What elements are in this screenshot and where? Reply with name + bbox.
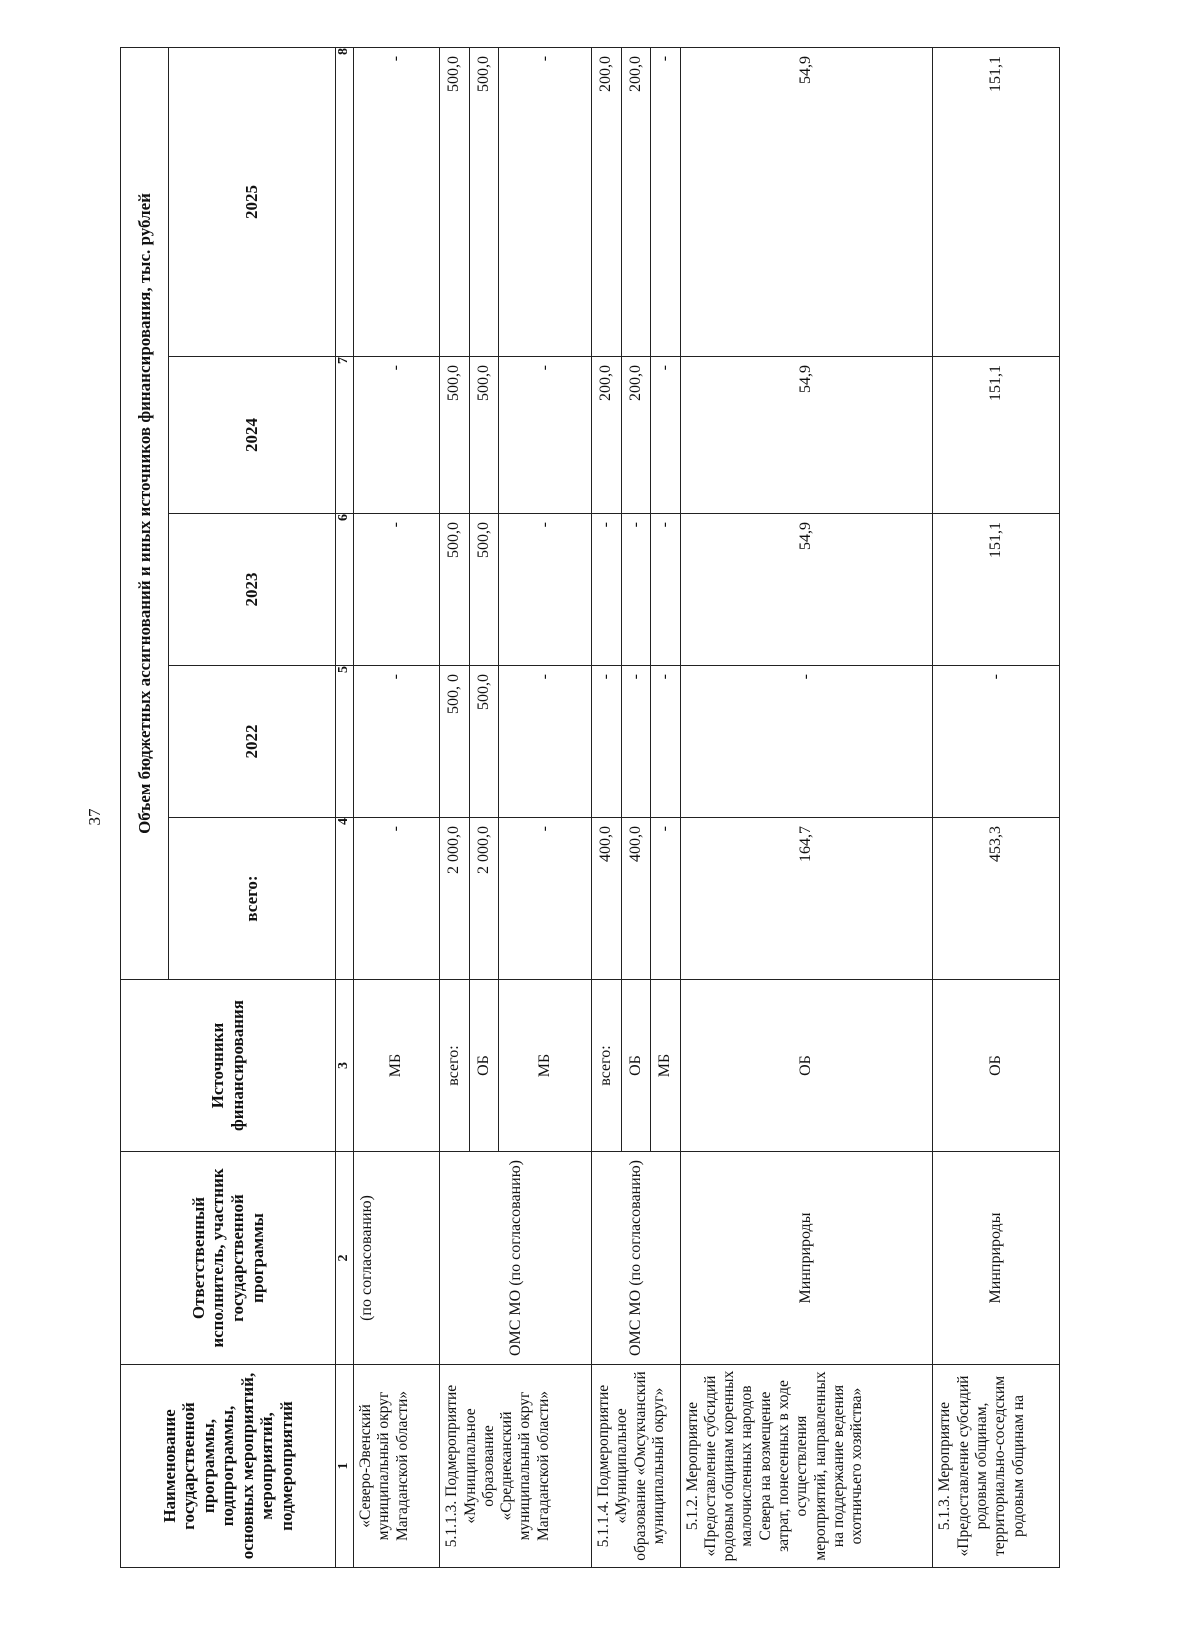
value-2025: 500,0	[440, 47, 470, 356]
row-executor: Минприроды	[933, 1152, 1060, 1365]
value-2024: 500,0	[469, 357, 499, 514]
value-2023: 151,1	[933, 514, 1060, 666]
value-2023: 500,0	[440, 514, 470, 666]
row-source: ОБ	[680, 980, 933, 1152]
value-2022: -	[592, 666, 622, 818]
value-total: -	[651, 818, 681, 980]
value-total: 400,0	[592, 818, 622, 980]
row-executor: (по согласованию)	[353, 1152, 439, 1365]
table-row	[353, 47, 439, 1567]
value-2025: -	[499, 47, 592, 356]
value-2025: 500,0	[469, 47, 499, 356]
value-2022: 500,0	[469, 666, 499, 818]
table-row	[933, 47, 1060, 1567]
header-total: всего:	[169, 818, 335, 980]
row-name: 5.1.1.3. Подмероприятие «Муниципальное образование «Среднеканский муниципальный округ Магаданской области»	[440, 1365, 592, 1568]
value-2025: -	[651, 47, 681, 356]
header-executor: Ответственный исполнитель, участник государственной программы	[121, 1152, 336, 1365]
table-row	[680, 47, 933, 1567]
value-2023: 500,0	[469, 514, 499, 666]
table-row	[440, 47, 470, 1567]
value-2023: -	[592, 514, 622, 666]
page-number: 37	[85, 808, 104, 826]
value-2024: 54,9	[680, 357, 933, 514]
value-2022: -	[680, 666, 933, 818]
row-source: всего:	[592, 980, 622, 1152]
value-2024: -	[353, 357, 439, 514]
index-cell: 1	[335, 1365, 353, 1568]
row-executor: Минприроды	[680, 1152, 933, 1365]
value-total: 164,7	[680, 818, 933, 980]
value-2023: 54,9	[680, 514, 933, 666]
value-2022: -	[651, 666, 681, 818]
header-year-2023: 2023	[169, 514, 335, 666]
value-total: 2 000,0	[440, 818, 470, 980]
value-2025: 151,1	[933, 47, 1060, 356]
row-source: МБ	[651, 980, 681, 1152]
row-name: 5.1.3. Мероприятие «Предоставление субсидий родовым общинам, территориально-соседским родовым общинам на	[933, 1365, 1060, 1568]
value-2025: 200,0	[592, 47, 622, 356]
value-2023: -	[651, 514, 681, 666]
index-cell: 6	[335, 514, 353, 666]
index-cell: 4	[335, 818, 353, 980]
row-name: 5.1.2. Мероприятие «Предоставление субсидий родовым общинам коренных малочисленных народов Севера на возмещение затрат, понесенных в ходе осуществления мероприятий, направленных на поддержание ведения охотничьего хозяйства»	[680, 1365, 933, 1568]
index-cell: 3	[335, 980, 353, 1152]
index-cell: 7	[335, 357, 353, 514]
header-program-name: Наименование государственной программы, подпрограммы, основных мероприятий, мероприятий, подмероприятий	[121, 1365, 336, 1568]
value-2023: -	[621, 514, 651, 666]
header-year-2024: 2024	[169, 357, 335, 514]
row-source: МБ	[353, 980, 439, 1152]
value-2022: -	[621, 666, 651, 818]
header-funding-volume: Объем бюджетных ассигнований и иных источников финансирования, тыс. рублей	[121, 47, 169, 979]
row-source: всего:	[440, 980, 470, 1152]
value-total: 2 000,0	[469, 818, 499, 980]
budget-allocation-table	[120, 47, 1060, 1568]
budget-table-sheet	[120, 48, 1060, 1568]
value-total: 400,0	[621, 818, 651, 980]
row-executor: ОМС МО (по согласованию)	[440, 1152, 592, 1365]
column-index-row	[335, 47, 353, 1567]
row-source: МБ	[499, 980, 592, 1152]
value-total: 453,3	[933, 818, 1060, 980]
row-executor: ОМС МО (по согласованию)	[592, 1152, 681, 1365]
row-name: «Северо-Эвенский муниципальный округ Магаданской области»	[353, 1365, 439, 1568]
value-2025: -	[353, 47, 439, 356]
value-total: -	[353, 818, 439, 980]
value-2024: 200,0	[592, 357, 622, 514]
value-2022: 500, 0	[440, 666, 470, 818]
value-2024: 200,0	[621, 357, 651, 514]
value-2024: -	[651, 357, 681, 514]
value-2022: -	[499, 666, 592, 818]
value-total: -	[499, 818, 592, 980]
index-cell: 5	[335, 666, 353, 818]
table-row	[592, 47, 622, 1567]
value-2025: 54,9	[680, 47, 933, 356]
row-source: ОБ	[621, 980, 651, 1152]
value-2024: -	[499, 357, 592, 514]
header-funding-source: Источники финансирования	[121, 980, 336, 1152]
value-2022: -	[933, 666, 1060, 818]
value-2025: 200,0	[621, 47, 651, 356]
value-2024: 500,0	[440, 357, 470, 514]
row-source: ОБ	[469, 980, 499, 1152]
value-2023: -	[353, 514, 439, 666]
value-2023: -	[499, 514, 592, 666]
value-2024: 151,1	[933, 357, 1060, 514]
header-year-2022: 2022	[169, 666, 335, 818]
row-source: ОБ	[933, 980, 1060, 1152]
header-year-2025: 2025	[169, 47, 335, 356]
row-name: 5.1.1.4. Подмероприятие «Муниципальное образование «Омсукчанский муниципальный округ»	[592, 1365, 681, 1568]
value-2022: -	[353, 666, 439, 818]
index-cell: 2	[335, 1152, 353, 1365]
index-cell: 8	[335, 47, 353, 356]
